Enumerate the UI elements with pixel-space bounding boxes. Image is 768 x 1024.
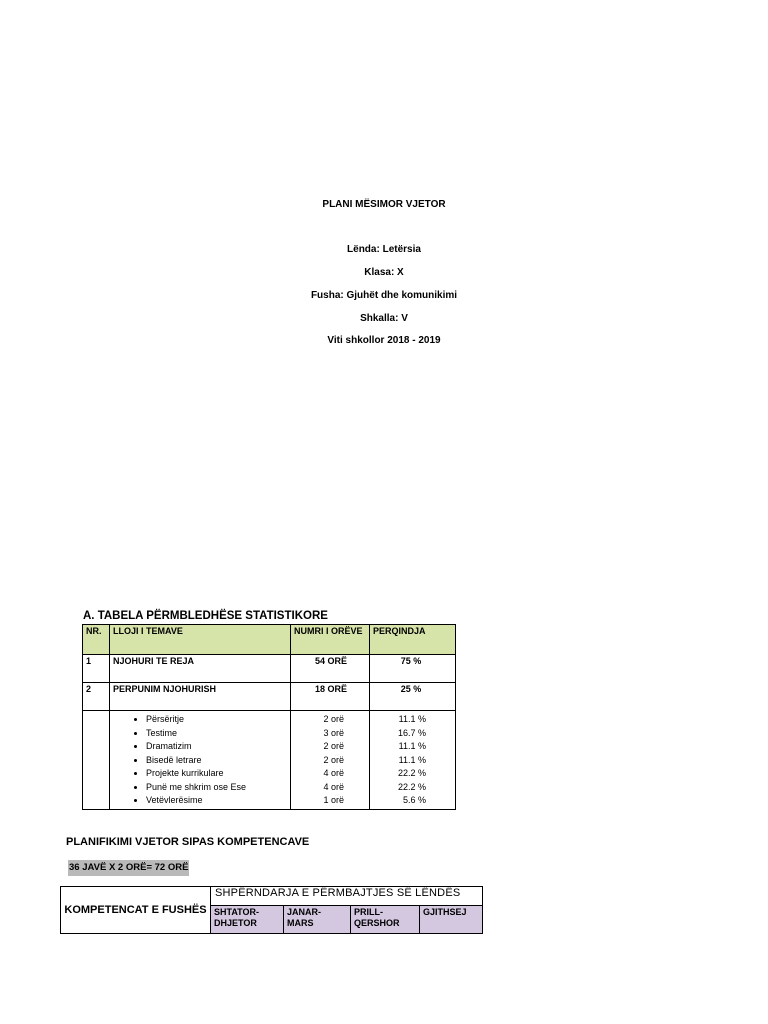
list-item: 2 orë (323, 714, 344, 724)
competence-header: KOMPETENCAT E FUSHËS (61, 887, 211, 934)
subject-line (0, 244, 768, 255)
period-cell: PRILL-QERSHOR (351, 906, 420, 934)
breakdown-hours (291, 711, 370, 810)
col-percent: PERQINDJA (370, 625, 456, 655)
subject-text: Lënda: Letërsia (347, 244, 421, 255)
row-type: PERPUNIM NJOHURISH (110, 683, 291, 711)
list-item: • Projekte kurrikulare (146, 767, 287, 781)
table-row (83, 683, 456, 711)
list-item: 11.1 % (398, 754, 426, 765)
stats-table (82, 624, 456, 810)
breakdown-hours-list (294, 713, 366, 808)
row-type: NJOHURI TE REJA (110, 655, 291, 683)
list-item: 11.1 % (398, 714, 426, 724)
list-item: 22.2 % (397, 781, 426, 792)
class-line: Klasa: X (364, 267, 404, 278)
list-item: • Përsëritje (146, 713, 287, 727)
breakdown-list (113, 713, 287, 808)
breakdown-labels (110, 711, 291, 810)
period-cell: GJITHSEJ (420, 906, 483, 934)
list-item: 22.2 % (397, 768, 426, 778)
list-item: • Punë me shkrim ose Ese (146, 781, 287, 795)
list-item: 4 orë (323, 781, 344, 792)
row-nr: 2 (83, 683, 110, 711)
breakdown-percent-list (373, 713, 452, 808)
breakdown-nr (83, 711, 110, 810)
list-item: 1 orë (323, 795, 344, 805)
field-line: Fusha: Gjuhët dhe komunikimi (310, 290, 458, 301)
year-line: Viti shkollor 2018 - 2019 (327, 335, 441, 346)
distribution-header: SHPËRNDARJA E PËRMBAJTJES SË LËNDËS (211, 887, 483, 906)
row-percent: 25 % (370, 683, 456, 711)
row-nr: 1 (83, 655, 110, 683)
col-hours: NUMRI I ORËVE (291, 625, 370, 655)
list-item: 5.6 % (402, 795, 426, 805)
list-item: • Bisedë letrare (146, 754, 287, 768)
list-item: 3 orë (323, 727, 344, 738)
planning-title: PLANIFIKIMI VJETOR SIPAS KOMPETENCAVE (66, 836, 310, 848)
period-cell: SHTATOR-DHJETOR (211, 906, 284, 934)
col-nr: NR. (83, 625, 110, 655)
table-row (83, 655, 456, 683)
breakdown-percent (370, 711, 456, 810)
list-item: 4 orë (323, 768, 344, 778)
list-item: 2 orë (323, 754, 344, 765)
col-type: LLOJI I TEMAVE (110, 625, 291, 655)
stats-header-row (83, 625, 456, 655)
hours-summary: 36 JAVË X 2 ORË= 72 ORË (68, 860, 189, 876)
row-hours: 54 ORË (291, 655, 370, 683)
breakdown-row (83, 711, 456, 810)
row-hours: 18 ORË (291, 683, 370, 711)
list-item: • Vetëvlerësime (146, 794, 287, 808)
comp-header-row (61, 887, 483, 906)
list-item: 16.7 % (397, 727, 426, 738)
list-item: 11.1 % (398, 741, 426, 751)
stats-title: A. TABELA PËRMBLEDHËSE STATISTIKORE (83, 610, 328, 622)
list-item: • Dramatizim (146, 740, 287, 754)
competence-table (60, 886, 483, 934)
row-percent: 75 % (370, 655, 456, 683)
level-line: Shkalla: V (360, 313, 408, 324)
document-title: PLANI MËSIMOR VJETOR (322, 199, 446, 210)
list-item: • Testime (146, 727, 287, 741)
list-item: 2 orë (323, 741, 344, 751)
period-cell: JANAR-MARS (284, 906, 351, 934)
